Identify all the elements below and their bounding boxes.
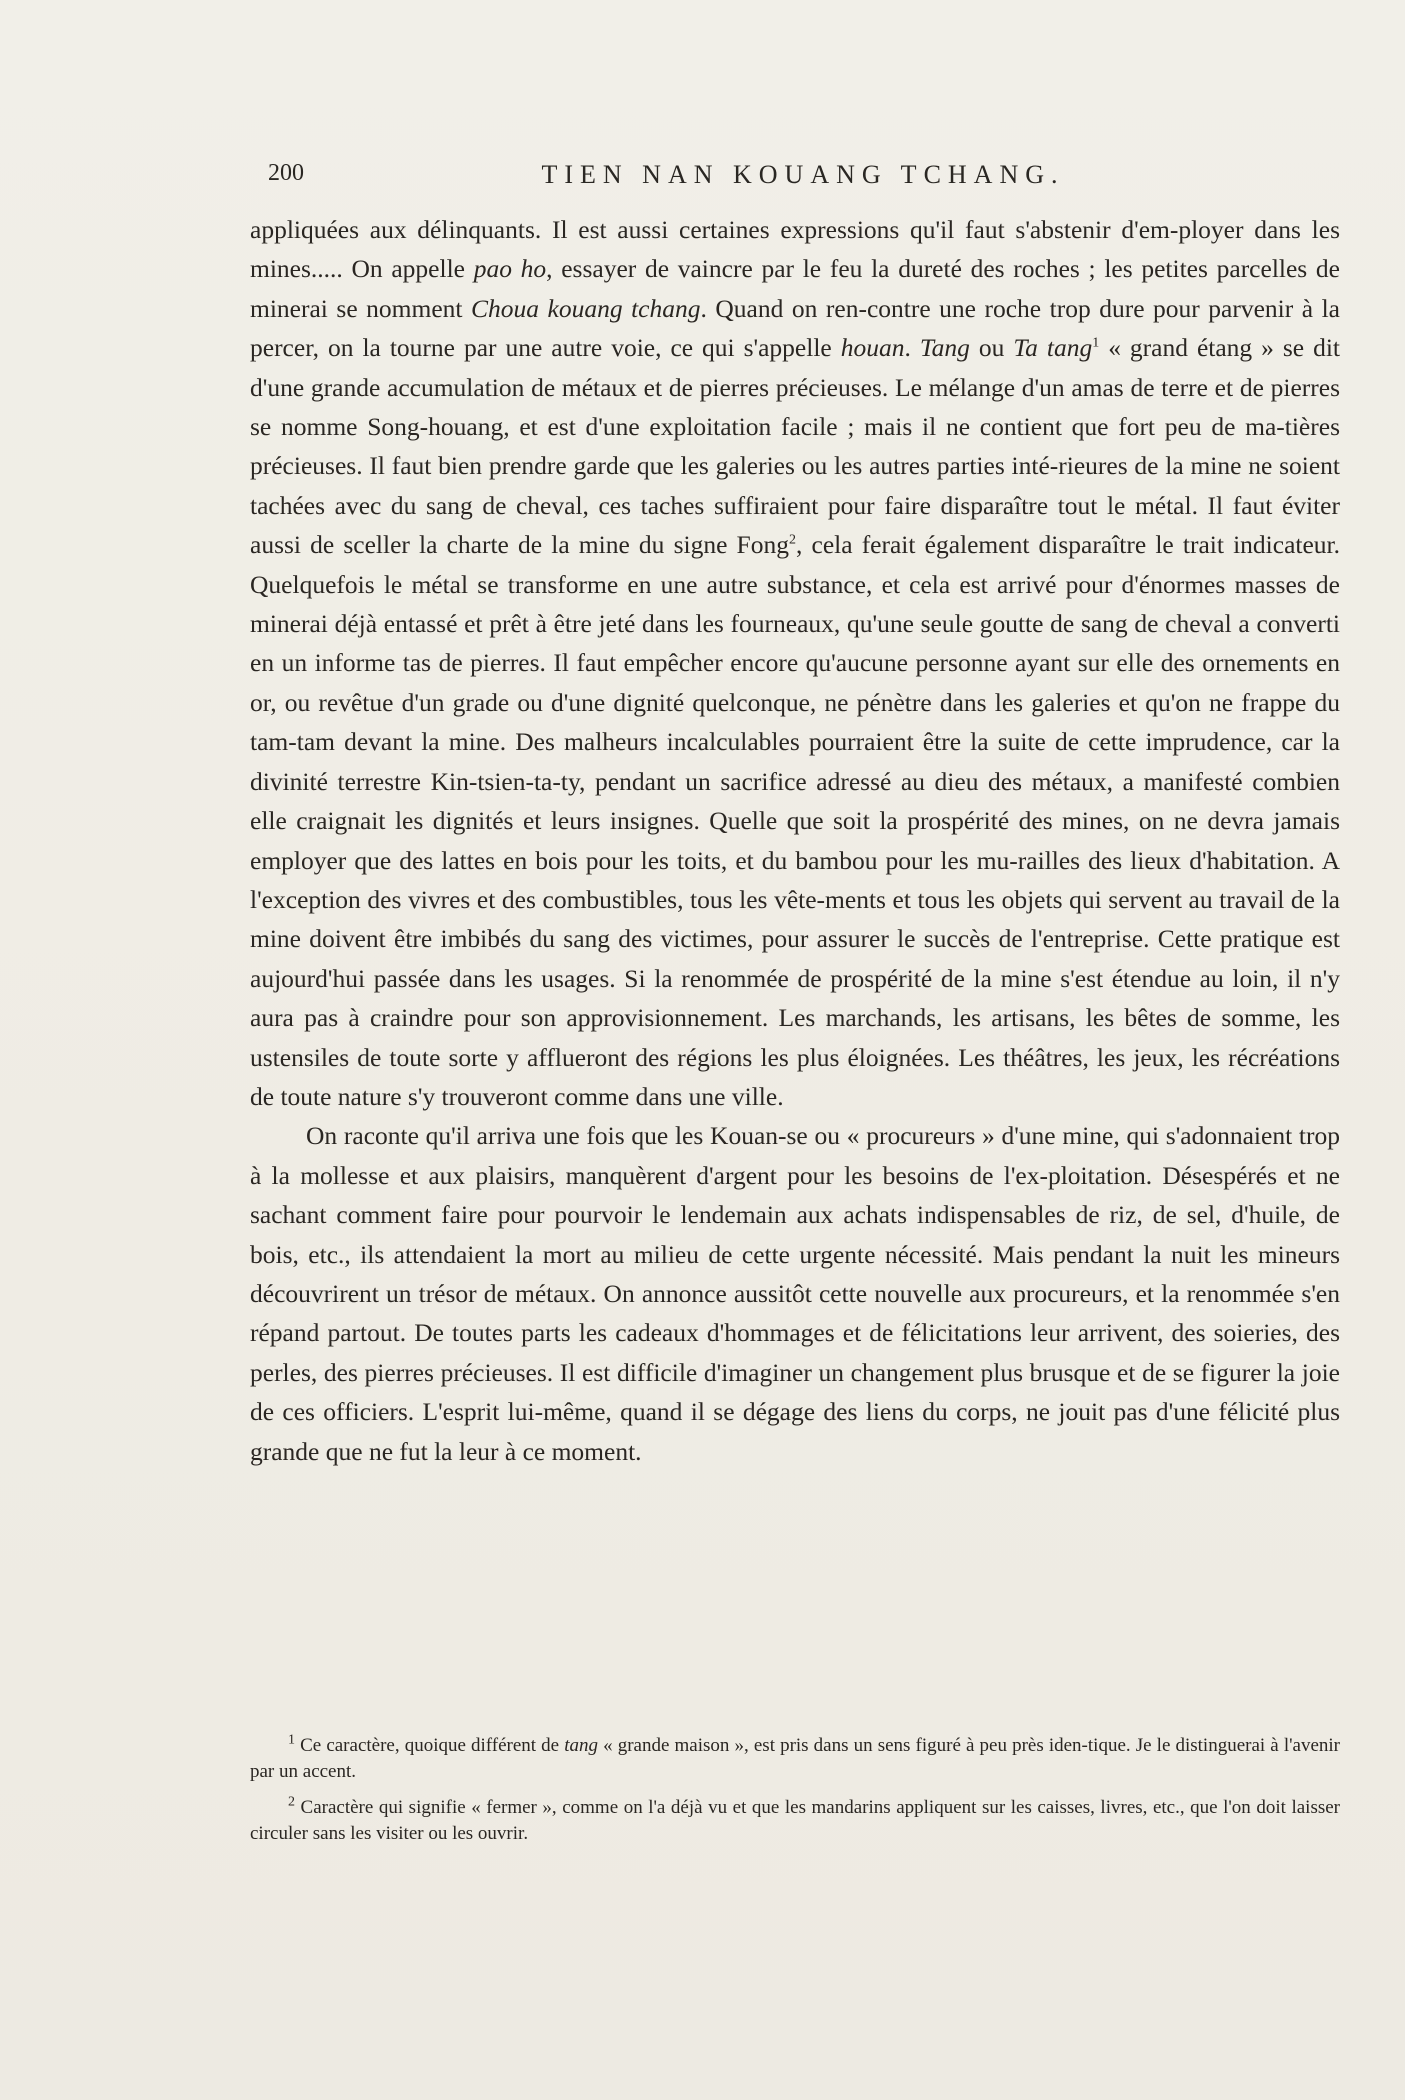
footnote-text: Caractère qui signifie « fermer », comme on l'a déjà vu et que les mandarins appliquent sur les caisses, livres, etc., que l'on doit laisser circuler sans les visiter ou les ouvrir. [250, 1797, 1340, 1844]
footnotes [250, 1733, 1340, 1847]
footnote-ref-2: 2 [788, 532, 796, 548]
text-run: . Quand on ren-contre une roche trop dure pour parvenir à la percer, on la tourne par une autre voie, ce qui s'appelle [250, 293, 1341, 363]
italic-term-pao-ho: pao ho [473, 254, 547, 284]
italic-term-ta-tang: Ta tang [1013, 333, 1093, 363]
running-title: TIEN NAN KOUANG TCHANG. [541, 160, 1065, 189]
footnote-marker: 1 [288, 1732, 295, 1748]
main-text [250, 210, 1340, 1471]
footnote-italic-term: tang [564, 1735, 599, 1756]
text-run: appliquées aux délinquants. Il est aussi certaines expressions qu'il faut s'abstenir d'em-ployer dans les mines..... On appelle [250, 215, 1340, 284]
footnote-ref-1: 1 [1092, 335, 1100, 351]
text-run: « grand étang » se dit d'une grande accumulation de métaux et de pierres précieuses. Le mélange d'un amas de terre et de pierres se nomme Song-houang, et est d'une exploitation facile ; mais il ne contient que fort peu de ma-tières précieuses. Il faut bien prendre garde que les galeries ou les autres parties inté-rieures de la mine ne soient tachées avec du sang de cheval, ces taches suffiraient pour faire disparaître tout le métal. Il faut éviter aussi de sceller la charte de la mine du signe Fong [250, 333, 1340, 560]
paragraph-2: On raconte qu'il arriva une fois que les Kouan-se ou « procureurs » d'une mine, qui s'adonnaient trop à la mollesse et aux plaisirs, manquèrent d'argent pour les besoins de l'ex-ploitation. Désespérés et ne sachant comment faire pour pourvoir le lendemain aux achats indispensables de riz, de sel, d'huile, de bois, etc., ils attendaient la mort au milieu de cette urgente nécessité. Mais pendant la nuit les mineurs découvrirent un trésor de métaux. On annonce aussitôt cette nouvelle aux procureurs, et la renommée s'en répand partout. De toutes parts les cadeaux d'hommages et de félicitations leur arrivent, des soieries, des perles, des pierres précieuses. Il est difficile d'imaginer un changement plus brusque et de se figurer la joie de ces officiers. L'esprit lui-même, quand il se dégage des liens du corps, ne jouit pas d'une félicité plus grande que ne fut la leur à ce moment. [250, 1121, 1340, 1466]
paragraph-1 [250, 210, 1340, 1116]
text-run: ou [969, 333, 1014, 363]
text-run: , cela ferait également disparaître le trait indicateur. Quelquefois le métal se transforme en une autre substance, et cela est arrivé pour d'énormes masses de minerai déjà entassé et prêt à être jeté dans les fourneaux, qu'une seule goutte de sang de cheval a converti en un informe tas de pierres. Il faut empêcher encore qu'aucune personne ayant sur elle des ornements en or, ou revêtue d'un grade ou d'une dignité quelconque, ne pénètre dans les galeries et qu'on ne frappe du tam-tam devant la mine. Des malheurs incalculables pourraient être la suite de cette imprudence, car la divinité terrestre Kin-tsien-ta-ty, pendant un sacrifice adressé au dieu des métaux, a manifesté combien elle craignait les dignités et leurs insignes. Quelle que soit la prospérité des mines, on ne devra jamais employer que des lattes en bois pour les toits, et du bambou pour les mu-railles des lieux d'habitation. A l'exception des vivres et des combustibles, tous les vête-ments et tous les objets qui servent au travail de la mine doivent être imbibés du sang des victimes, pour assurer le succès de l'entreprise. Cette pratique est aujourd'hui passée dans les usages. Si la renommée de prospérité de la mine s'est étendue au loin, il n'y aura pas à craindre pour son approvisionnement. Les marchands, les artisans, les bêtes de somme, les ustensiles de toute sorte y afflueront des régions les plus éloignées. Les théâtres, les jeux, les récréations de toute nature s'y trouveront comme dans une ville. [250, 530, 1340, 1111]
italic-term-tang: Tang [919, 333, 970, 363]
italic-term-choua-kouang-tchang: Choua kouang tchang [470, 293, 701, 323]
text-run: . [904, 333, 920, 363]
page-header [268, 160, 1338, 190]
footnote-2 [250, 1795, 1340, 1847]
footnote-text: « grande maison », est pris dans un sens figuré à peu près iden-tique. Je le distinguerai à l'avenir par un accent. [250, 1735, 1340, 1782]
footnote-1 [250, 1733, 1340, 1785]
footnote-marker: 2 [288, 1794, 295, 1810]
footnote-text: Ce caractère, quoique différent de [295, 1735, 565, 1756]
text-run: , essayer de vaincre par le feu la dureté des roches ; les petites parcelles de minerai se nomment [250, 254, 1340, 323]
page-number: 200 [268, 160, 304, 186]
italic-term-houan: houan [840, 333, 905, 363]
